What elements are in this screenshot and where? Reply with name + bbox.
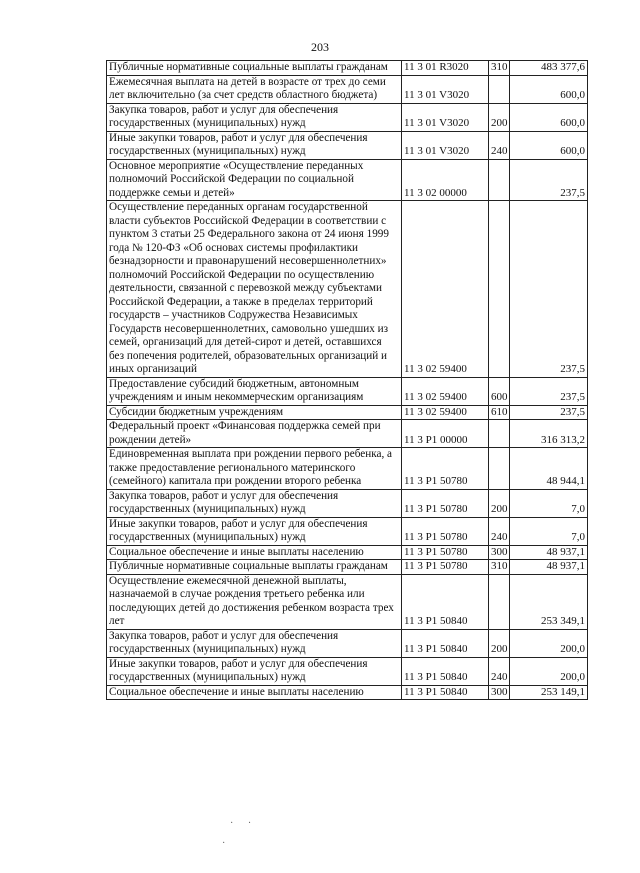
cell-csr: 11 3 02 00000 <box>402 159 489 201</box>
cell-vr <box>489 75 510 103</box>
cell-vr <box>489 159 510 201</box>
table-row <box>107 657 588 685</box>
cell-name: Социальное обеспечение и иные выплаты населению <box>107 545 402 560</box>
cell-vr: 240 <box>489 657 510 685</box>
cell-csr: 11 3 P1 50780 <box>402 560 489 575</box>
cell-vr: 310 <box>489 560 510 575</box>
cell-amount: 253 349,1 <box>510 574 588 629</box>
cell-csr: 11 3 P1 50780 <box>402 545 489 560</box>
cell-name: Субсидии бюджетным учреждениям <box>107 405 402 420</box>
cell-amount: 483 377,6 <box>510 61 588 76</box>
table-row <box>107 685 588 700</box>
cell-csr: 11 3 P1 50780 <box>402 489 489 517</box>
cell-name: Основное мероприятие «Осуществление переданных полномочий Российской Федерации по социальной поддержке семьи и детей» <box>107 159 402 201</box>
cell-vr: 300 <box>489 545 510 560</box>
table-row <box>107 75 588 103</box>
cell-csr: 11 3 02 59400 <box>402 201 489 378</box>
cell-name: Закупка товаров, работ и услуг для обеспечения государственных (муниципальных) нужд <box>107 489 402 517</box>
cell-name: Социальное обеспечение и иные выплаты населению <box>107 685 402 700</box>
cell-name: Единовременная выплата при рождении первого ребенка, а также предоставление регионального материнского (семейного) капитала при рождении второго ребенка <box>107 448 402 490</box>
table-row <box>107 420 588 448</box>
cell-vr <box>489 448 510 490</box>
scan-marks: · · <box>230 818 258 829</box>
cell-name: Иные закупки товаров, работ и услуг для обеспечения государственных (муниципальных) нужд <box>107 131 402 159</box>
table-row <box>107 201 588 378</box>
cell-csr: 11 3 P1 50840 <box>402 685 489 700</box>
cell-amount: 600,0 <box>510 103 588 131</box>
cell-amount: 237,5 <box>510 405 588 420</box>
table-row <box>107 489 588 517</box>
cell-amount: 253 149,1 <box>510 685 588 700</box>
page-number: 203 <box>311 40 329 54</box>
cell-vr: 240 <box>489 131 510 159</box>
cell-csr: 11 3 P1 50780 <box>402 517 489 545</box>
cell-amount: 600,0 <box>510 131 588 159</box>
cell-vr <box>489 420 510 448</box>
cell-name: Закупка товаров, работ и услуг для обеспечения государственных (муниципальных) нужд <box>107 629 402 657</box>
cell-amount: 316 313,2 <box>510 420 588 448</box>
cell-csr: 11 3 01 V3020 <box>402 131 489 159</box>
cell-name: Закупка товаров, работ и услуг для обеспечения государственных (муниципальных) нужд <box>107 103 402 131</box>
cell-name: Осуществление переданных органам государственной власти субъектов Российской Федерации в соответствии с пунктом 3 статьи 25 Федерального закона от 24 июня 1999 года № 120-ФЗ «Об основах системы профилактики безнадзорности и правонарушений несовершеннолетних» полномочий Российской Федерации по осуществлению деятельности, связанной с перевозкой между субъектами Российской Федерации, а также в пределах территорий государств – участников Содружества Независимых Государств несовершеннолетних, самовольно ушедших из семей, организаций для детей-сирот и детей, оставшихся без попечения родителей, образовательных организаций и иных организаций <box>107 201 402 378</box>
cell-name: Иные закупки товаров, работ и услуг для обеспечения государственных (муниципальных) нужд <box>107 517 402 545</box>
cell-csr: 11 3 01 V3020 <box>402 103 489 131</box>
table-row <box>107 131 588 159</box>
cell-name: Федеральный проект «Финансовая поддержка семей при рождении детей» <box>107 420 402 448</box>
table-row <box>107 159 588 201</box>
cell-name: Публичные нормативные социальные выплаты гражданам <box>107 560 402 575</box>
cell-vr: 310 <box>489 61 510 76</box>
cell-amount: 237,5 <box>510 201 588 378</box>
cell-vr: 200 <box>489 489 510 517</box>
cell-amount: 48 937,1 <box>510 560 588 575</box>
scan-mark: · <box>222 838 226 849</box>
table-row <box>107 103 588 131</box>
cell-csr: 11 3 02 59400 <box>402 405 489 420</box>
cell-amount: 600,0 <box>510 75 588 103</box>
budget-table <box>106 60 588 700</box>
cell-csr: 11 3 P1 00000 <box>402 420 489 448</box>
table-row <box>107 61 588 76</box>
table-row <box>107 629 588 657</box>
table-row <box>107 574 588 629</box>
cell-vr <box>489 574 510 629</box>
cell-vr: 240 <box>489 517 510 545</box>
cell-csr: 11 3 P1 50840 <box>402 574 489 629</box>
cell-amount: 48 944,1 <box>510 448 588 490</box>
table-row <box>107 545 588 560</box>
cell-csr: 11 3 01 V3020 <box>402 75 489 103</box>
budget-table-body <box>107 61 588 700</box>
cell-amount: 200,0 <box>510 657 588 685</box>
cell-name: Публичные нормативные социальные выплаты гражданам <box>107 61 402 76</box>
cell-csr: 11 3 P1 50840 <box>402 629 489 657</box>
cell-vr: 610 <box>489 405 510 420</box>
cell-vr <box>489 201 510 378</box>
table-row <box>107 560 588 575</box>
cell-amount: 7,0 <box>510 489 588 517</box>
cell-vr: 200 <box>489 629 510 657</box>
cell-amount: 7,0 <box>510 517 588 545</box>
cell-vr: 200 <box>489 103 510 131</box>
table-row <box>107 517 588 545</box>
cell-name: Иные закупки товаров, работ и услуг для обеспечения государственных (муниципальных) нужд <box>107 657 402 685</box>
cell-amount: 237,5 <box>510 377 588 405</box>
cell-csr: 11 3 P1 50780 <box>402 448 489 490</box>
cell-vr: 600 <box>489 377 510 405</box>
cell-csr: 11 3 01 R3020 <box>402 61 489 76</box>
cell-name: Ежемесячная выплата на детей в возрасте от трех до семи лет включительно (за счет средств областного бюджета) <box>107 75 402 103</box>
table-row <box>107 405 588 420</box>
table-row <box>107 377 588 405</box>
cell-amount: 237,5 <box>510 159 588 201</box>
cell-amount: 200,0 <box>510 629 588 657</box>
cell-csr: 11 3 02 59400 <box>402 377 489 405</box>
cell-name: Осуществление ежемесячной денежной выплаты, назначаемой в случае рождения третьего ребенка или последующих детей до достижения ребенком возраста трех лет <box>107 574 402 629</box>
cell-vr: 300 <box>489 685 510 700</box>
cell-csr: 11 3 P1 50840 <box>402 657 489 685</box>
cell-amount: 48 937,1 <box>510 545 588 560</box>
table-row <box>107 448 588 490</box>
cell-name: Предоставление субсидий бюджетным, автономным учреждениям и иным некоммерческим организациям <box>107 377 402 405</box>
